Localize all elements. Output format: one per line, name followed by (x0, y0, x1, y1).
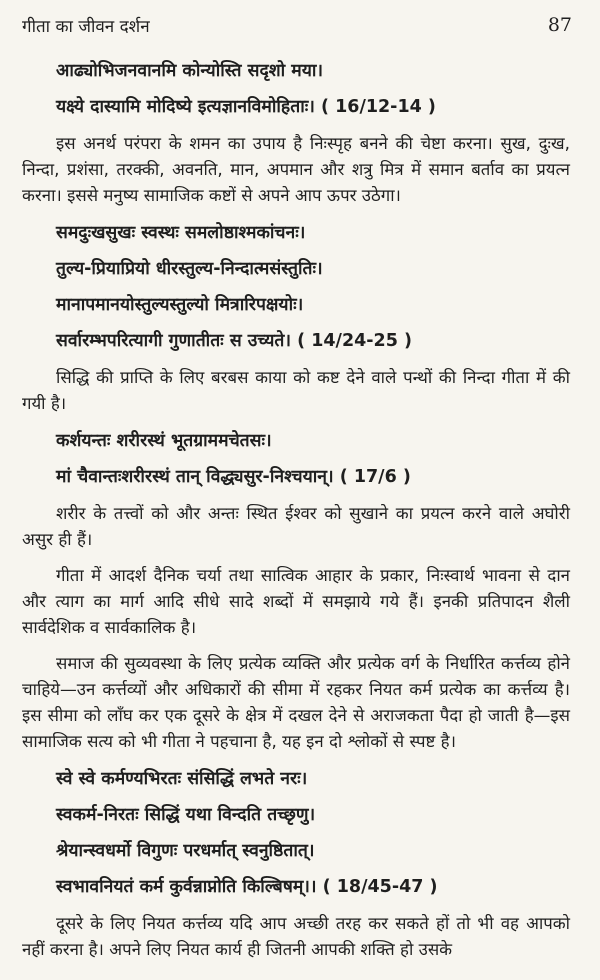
paragraph: समाज की सुव्यवस्था के लिए प्रत्येक व्यक्ति और प्रत्येक वर्ग के निर्धारित कर्त्तव्य होने चाहिये—उन कर्त्तव्यों और अधिकारों की सीमा में रहकर नियत कर्म प्रत्येक का कर्त्तव्य है। इस सीमा को लाँघ कर एक दूसरे के क्षेत्र में दखल देने से अराजकता पैदा हो जाती है—इस सामाजिक सत्य को भी गीता ने पहचाना है, यह इन दो श्लोकों से स्पष्ट है। (22, 653, 570, 751)
running-header: गीता का जीवन दर्शन (22, 17, 150, 37)
paragraph: शरीर के तत्त्वों को और अन्तः स्थित ईश्वर को सुखाने का प्रयत्न करने वाले अघोरी असुर ही हैं। (22, 503, 570, 549)
verse-line: स्वे स्वे कर्मण्यभिरतः संसिद्धिं लभते नरः। (56, 769, 308, 789)
page-body (22, 58, 570, 974)
verse-line: स्वभावनियतं कर्म कुर्वन्नाप्नोति किल्बिषम्।। ( 18/45-47 ) (56, 877, 438, 897)
verse-line: तुल्य-प्रियाप्रियो धीरस्तुल्य-निन्दात्मसंस्तुतिः। (56, 259, 323, 279)
paragraph: गीता में आदर्श दैनिक चर्या तथा सात्विक आहार के प्रकार, निःस्वार्थ भावना से दान और त्याग का मार्ग आदि सीधे सादे शब्दों में समझाये गये हैं। इनकी प्रतिपादन शैली सार्वदेशिक व सार्वकालिक है। (22, 565, 570, 637)
paragraph: सिद्धि की प्राप्ति के लिए बरबस काया को कष्ट देने वाले पन्थों की निन्दा गीता में की गयी है। (22, 367, 570, 413)
verse-line: श्रेयान्स्वधर्मो विगुणः परधर्मात् स्वनुष्ठितात्। (56, 841, 315, 861)
verse-line: यक्ष्ये दास्यामि मोदिष्ये इत्यज्ञानविमोहिताः। ( 16/12-14 ) (56, 97, 436, 117)
verse-line: सर्वारम्भपरित्यागी गुणातीतः स उच्यते। ( 14/24-25 ) (56, 331, 413, 351)
page-number: 87 (547, 14, 572, 36)
verse-line: मानापमानयोस्तुल्यस्तुल्यो मित्रारिपक्षयोः। (56, 295, 304, 315)
verse-line: आढ्योभिजनवानमि कोन्योस्ति सदृशो मया। (56, 61, 324, 81)
paragraph: इस अनर्थ परंपरा के शमन का उपाय है निःस्पृह बनने की चेष्टा करना। सुख, दुःख, निन्दा, प्रशंसा, तरक्की, अवनति, मान, अपमान और शत्रु मित्र में समान बर्ताव का प्रयत्न करना। इससे मनुष्य सामाजिक कष्टों से अपने आप ऊपर उठेगा। (22, 133, 570, 205)
verse-line: स्वकर्म-निरतः सिद्धिं यथा विन्दति तच्छृणु। (56, 805, 316, 825)
paragraph: दूसरे के लिए नियत कर्त्तव्य यदि आप अच्छी तरह कर सकते हों तो भी वह आपको नहीं करना है। अपने लिए नियत कार्य ही जितनी आपकी शक्ति हो उसके (22, 913, 570, 959)
verse-line: मां चैवान्तःशरीरस्थं तान् विद्ध्यसुर-निश्चयान्। ( 17/6 ) (56, 467, 411, 487)
verse-line: समदुःखसुखः स्वस्थः समलोष्ठाश्मकांचनः। (56, 223, 306, 243)
verse-line: कर्शयन्तः शरीरस्थं भूतग्राममचेतसः। (56, 431, 272, 451)
